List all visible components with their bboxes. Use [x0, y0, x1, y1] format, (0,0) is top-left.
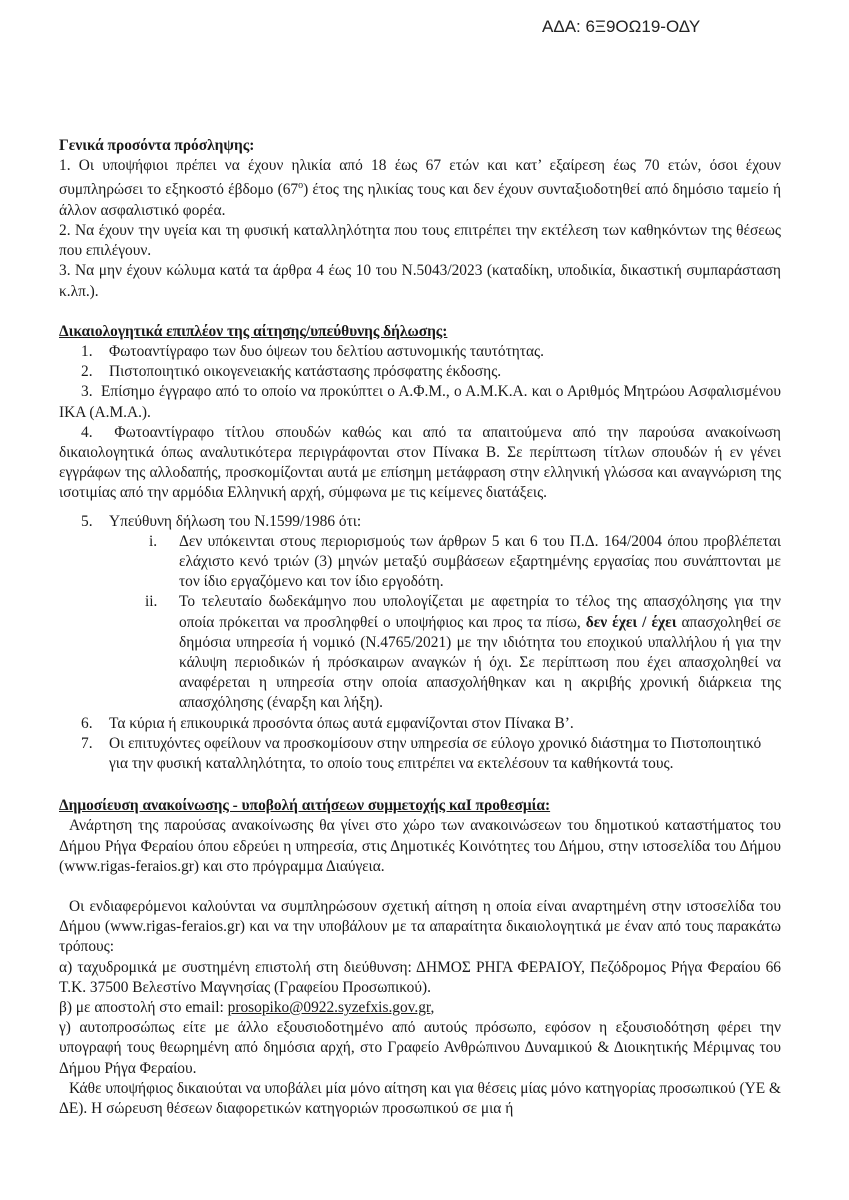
doc-item-num: 2. [81, 363, 93, 381]
general-qualifications-heading: Γενικά προσόντα πρόσληψης: [59, 137, 255, 154]
doc-item-num: 3. [81, 383, 93, 401]
doc-item-7 [59, 734, 781, 774]
doc-item-6 [59, 714, 781, 734]
submission-method-a: α) ταχυδρομικά με συστημένη επιστολή στη διεύθυνση: ΔΗΜΟΣ ΡΗΓΑ ΦΕΡΑΙΟΥ, Πεζόδρομος Ρήγα Φεραίου 66 Τ.Κ. 37500 Βελεστίνο Μαγνησίας (Γραφείου Προσωπικού). [59, 958, 781, 996]
doc-item-text: Επίσημο έγγραφο από το οποίο να προκύπτει ο Α.Φ.Μ., ο Α.Μ.Κ.Α. και ο Αριθμός Μητρώου Ασφαλισμένου ΙΚΑ (Α.Μ.Α.). [59, 383, 781, 421]
doc-item-text: Πιστοποιητικό οικογενειακής κατάστασης πρόσφατης έκδοσης. [109, 363, 502, 381]
doc-item-num: 7. [81, 734, 93, 752]
document-body [59, 136, 781, 1119]
doc-item-num: 1. [81, 342, 93, 360]
ada-code: ΑΔΑ: 6Ξ9ΟΩ19-ΟΔΥ [542, 17, 701, 36]
subitem-text-b: απασχοληθεί σε δημόσια υπηρεσία ή νομικό (Ν.4765/2021) με την ιδιότητα του εποχικού υπαλλήλου ή για την κάλυψη περιοδικών ή πρόσκαιρων αναγκών ή όχι. Σε περίπτωση που έχει απασχοληθεί να αναφέρεται η υπηρεσία στην οποία απασχολήθηκαν και η ακριβής χρονική διάρκεια της απασχόλησης (έναρξη και λήξη). [179, 613, 781, 712]
doc-item-1 [59, 342, 781, 362]
doc-item-5 [59, 512, 781, 532]
subitem-num: ii. [145, 593, 158, 611]
subitem-num: i. [149, 532, 158, 550]
subitem-text: Δεν υπόκεινται στους περιορισμούς των άρθρων 5 και 6 του Π.Δ. 164/2004 όπου προβλέπεται ελάχιστο κενό τριών (3) μηνών μεταξύ συμβάσεων εξαρτημένης εργασίας που συνάπτονται με τον ίδιο εργαζόμενο και τον ίδιο εργοδότη. [179, 532, 781, 591]
subitem-bold-text: δεν έχει / έχει [585, 613, 677, 631]
general-item-1: 1. Οι υποψήφιοι πρέπει να έχουν ηλικία από 18 έως 67 ετών και κατ’ εξαίρεση έως 70 ετών, όσοι έχουν συμπληρώσει το εξηκοστό έβδομο $(67^o)$ έτος της ηλικίας τους και δεν έχουν συνταξιοδοτηθεί από δημόσιο ταμείο ή άλλον ασφαλιστικό φορέα. [59, 157, 781, 219]
doc-item-3 [59, 382, 781, 422]
doc-item-text: Υπεύθυνη δήλωση του Ν.1599/1986 ότι: [109, 512, 362, 530]
submission-method-c: γ) αυτοπροσώπως είτε με άλλο εξουσιοδοτημένο από αυτούς πρόσωπο, εφόσον η εξουσιοδότηση φέρει την υπογραφή τους θεωρημένη από δημόσια αρχή, στο Γραφείο Ανθρώπινου Δυναμικού & Διοικητικής Μέριμνας του Δήμου Ρήγα Φεραίου. [59, 1019, 781, 1077]
doc-subitem-ii [141, 592, 781, 713]
documents-heading: Δικαιολογητικά επιπλέον της αίτησης/υπεύθυνης δήλωσης: [59, 322, 448, 340]
doc-item-text: Φωτοαντίγραφο των δυο όψεων του δελτίου αστυνομικής ταυτότητας. [109, 342, 544, 360]
doc-item-text: Φωτοαντίγραφο τίτλου σπουδών καθώς και από τα απαιτούμενα από την παρούσα ανακοίνωση δικαιολογητικά όπως αναλυτικότερα περιγράφονται στον Πίνακα Β. Σε περίπτωση τίτλων σπουδών ή εν γένει εγγράφων της αλλοδαπής, προσκομίζονται αυτά με επίσημη μετάφραση στην ελληνική γλώσσα και αναγνώριση της ισοτιμίας από την αρμόδια Ελληνική αρχή, σύμφωνα με τις κείμενες διατάξεις. [59, 423, 781, 502]
publication-paragraph-2: Οι ενδιαφερόμενοι καλούνται να συμπληρώσουν σχετική αίτηση η οποία είναι αναρτημένη στην ιστοσελίδα του Δήμου (www.rigas-feraios.gr) και να την υποβάλουν με τα απαραίτητα δικαιολογητικά με έναν από τους παρακάτω τρόπους: [59, 898, 781, 956]
general-item-2: 2. Να έχουν την υγεία και τη φυσική καταλληλότητα που τους επιτρέπει την εκτέλεση των καθηκόντων της θέσεως που επιλέγουν. [59, 221, 781, 260]
method-b-prefix: β) με αποστολή στο email: [59, 999, 228, 1017]
doc-item-num: 4. [81, 423, 93, 441]
doc-item-text: Οι επιτυχόντες οφείλουν να προσκομίσουν στην υπηρεσία σε εύλογο χρονικό διάστημα το Πιστοποιητικό για την φυσική καταλληλότητα, το οποίο τους επιτρέπει να εκτελέσουν τα καθήκοντά τους. [109, 734, 762, 773]
doc-item-text: Τα κύρια ή επικουρικά προσόντα όπως αυτά εμφανίζονται στον Πίνακα Β’. [109, 714, 574, 732]
doc-item-num: 5. [81, 512, 93, 530]
publication-heading: Δημοσίευση ανακοίνωσης - υποβολή αιτήσεων συμμετοχής καΙ προθεσμία: [59, 797, 551, 815]
publication-paragraph-1: Ανάρτηση της παρούσας ανακοίνωσης θα γίνει στο χώρο των ανακοινώσεων του δημοτικού καταστήματος του Δήμου Ρήγα Φεραίου όπου εδρεύει η υπηρεσία, στις Δημοτικές Κοινότητες του Δήμου, στην ιστοσελίδα του Δήμου (www.rigas-feraios.gr) και στο πρόγραμμα Διαύγεια. [59, 817, 781, 875]
submission-method-b [59, 998, 781, 1018]
method-b-suffix: , [430, 999, 435, 1017]
email-link[interactable]: prosopiko@0922.syzefxis.gov.gr [227, 999, 431, 1017]
subitem-text-a: Το τελευταίο δωδεκάμηνο που υπολογίζεται με αφετηρία το τέλος της απασχόλησης για την οποία πρόκειται να προσληφθεί ο υποψήφιος και προς τα πίσω, [179, 593, 781, 631]
doc-subitem-i [141, 532, 781, 593]
publication-paragraph-3: Κάθε υποψήφιος δικαιούται να υποβάλει μία μόνο αίτηση και για θέσεις μίας μόνο κατηγορίας προσωπικού (ΥΕ & ΔΕ). Η σώρευση θέσεων διαφορετικών κατηγοριών προσωπικού σε μια ή [59, 1079, 781, 1118]
doc-item-2 [59, 362, 781, 382]
doc-item-4 [59, 423, 781, 504]
subitem-text [179, 592, 781, 713]
general-item-3: 3. Να μην έχουν κώλυμα κατά τα άρθρα 4 έως 10 του Ν.5043/2023 (καταδίκη, υποδικία, δικαστική συμπαράσταση κ.λπ.). [59, 262, 781, 300]
doc-item-num: 6. [81, 714, 93, 732]
